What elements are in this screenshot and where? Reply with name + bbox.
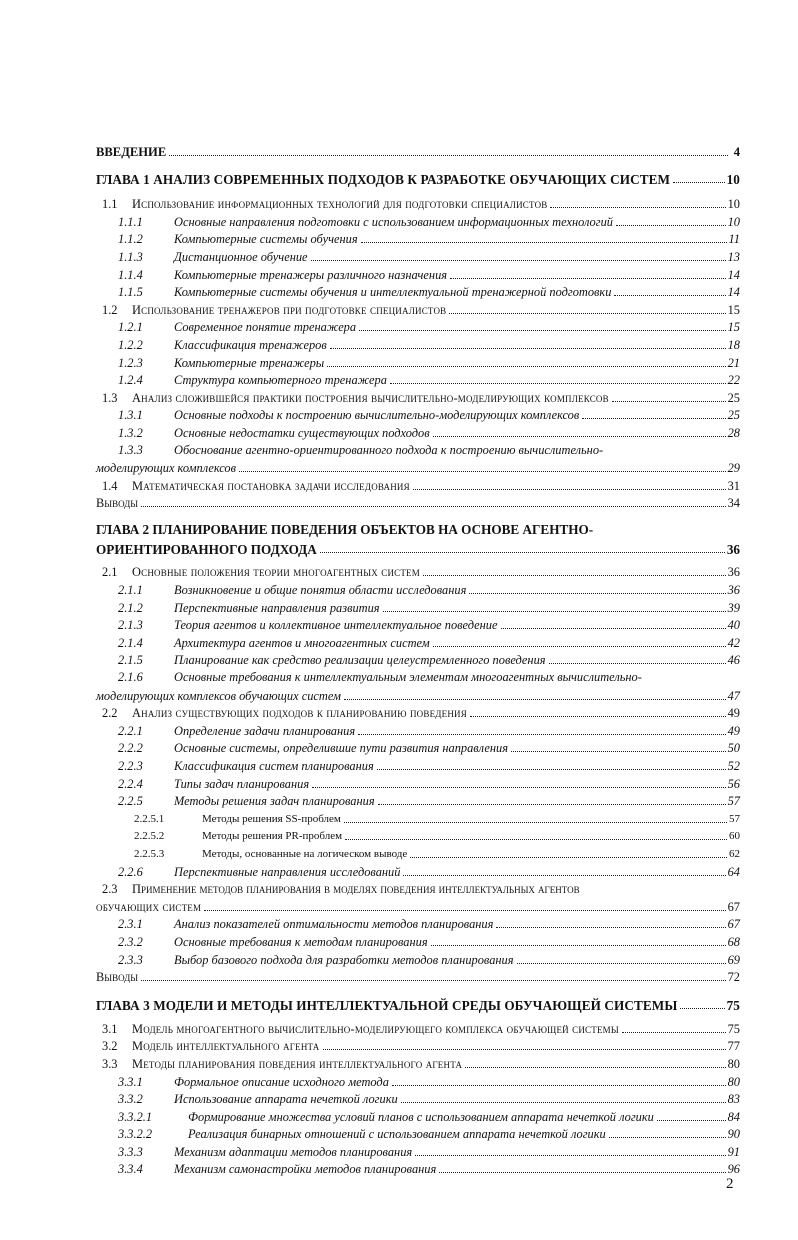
dot-leader xyxy=(361,242,727,243)
toc-entry-number: 2.2 xyxy=(102,706,118,721)
toc-entry-page: 50 xyxy=(727,741,740,756)
toc-entry-number: 1.4 xyxy=(102,478,118,493)
toc-entry-title: Методы решения задач планирования xyxy=(174,794,375,809)
toc-entry-number: 1.1.3 xyxy=(118,249,143,264)
toc-subsection xyxy=(96,774,740,792)
toc-entry-number: 2.1 xyxy=(102,565,118,580)
dot-leader xyxy=(344,822,727,823)
dot-leader xyxy=(390,383,726,384)
toc-entry-page: 29 xyxy=(727,461,740,476)
toc-entry-title: Анализ показателей оптимальности методов планирования xyxy=(174,917,494,932)
toc-entry-page: 75 xyxy=(726,998,740,1014)
toc-entry-page: 96 xyxy=(727,1162,740,1177)
toc-entry-number: 2.1.4 xyxy=(118,635,143,650)
table-of-contents xyxy=(96,142,740,1177)
toc-chapter-title-line1: ГЛАВА 2 ПЛАНИРОВАНИЕ ПОВЕДЕНИЯ ОБЪЕКТОВ НА ОСНОВЕ АГЕНТНО- xyxy=(96,522,594,538)
toc-entry-number: 2.3 xyxy=(102,881,118,896)
dot-leader xyxy=(609,1137,726,1138)
dot-leader xyxy=(433,646,726,647)
toc-section xyxy=(96,1037,740,1055)
toc-subsection xyxy=(96,1090,740,1108)
toc-entry-number: 2.1.6 xyxy=(118,670,143,685)
toc-entry-number: 1.1.4 xyxy=(118,267,143,282)
dot-leader xyxy=(582,418,725,419)
dot-leader xyxy=(383,611,726,612)
toc-subsection xyxy=(96,318,740,336)
toc-subsection-wrapped xyxy=(96,668,740,686)
toc-entry-page: 10 xyxy=(727,197,740,212)
toc-entry-page: 77 xyxy=(727,1039,740,1054)
toc-entry-page: 60 xyxy=(729,830,740,843)
toc-chapter-title: ГЛАВА 1 АНАЛИЗ СОВРЕМЕННЫХ ПОДХОДОВ К РАЗРАБОТКЕ ОБУЧАЮЩИХ СИСТЕМ xyxy=(96,171,671,187)
toc-entry-title: ВВЕДЕНИЕ xyxy=(96,144,167,159)
toc-conclusions xyxy=(96,494,740,512)
dot-leader xyxy=(345,839,727,840)
toc-entry-number: 3.3.2.1 xyxy=(118,1109,153,1124)
toc-subsubsection xyxy=(96,1107,740,1125)
toc-subsection xyxy=(96,633,740,651)
toc-entry-number: 1.3.1 xyxy=(118,408,143,423)
toc-entry-title: Основные недостатки существующих подходов xyxy=(174,425,430,440)
toc-entry-number: 1.1.2 xyxy=(118,232,143,247)
toc-entry-number: 1.3.3 xyxy=(118,442,143,457)
dot-leader xyxy=(311,260,726,261)
toc-entry-title: Перспективные направления исследований xyxy=(174,864,401,879)
toc-subsection xyxy=(96,423,740,441)
toc-entry-title: Выводы xyxy=(96,970,139,985)
toc-subsection xyxy=(96,721,740,739)
toc-entry-page: 14 xyxy=(727,285,740,300)
toc-entry-page: 14 xyxy=(727,267,740,282)
toc-subsection xyxy=(96,915,740,933)
toc-entry-page: 90 xyxy=(727,1127,740,1142)
toc-section xyxy=(96,195,740,213)
dot-leader xyxy=(614,295,725,296)
toc-entry-number: 1.3.2 xyxy=(118,425,143,440)
toc-entry-page: 80 xyxy=(727,1056,740,1071)
toc-entry-title: Дистанционное обучение xyxy=(174,249,308,264)
toc-entry-number: 1.2.1 xyxy=(118,320,143,335)
toc-entry-title: Выбор базового подхода для разработки методов планирования xyxy=(174,952,514,967)
toc-entry-number: 2.1.2 xyxy=(118,600,143,615)
toc-subsection xyxy=(96,406,740,424)
toc-entry-title: Формальное описание исходного метода xyxy=(174,1074,389,1089)
toc-subsection xyxy=(96,651,740,669)
dot-leader xyxy=(377,769,726,770)
toc-subsection xyxy=(96,1160,740,1178)
dot-leader xyxy=(469,593,725,594)
toc-entry-page: 34 xyxy=(727,496,740,511)
toc-entry-title: Основные требования к методам планирования xyxy=(174,934,428,949)
toc-entry-title: Методы решения PR-проблем xyxy=(202,830,343,843)
dot-leader xyxy=(673,182,725,183)
toc-entry-number: 2.2.5.3 xyxy=(134,847,165,860)
toc-entry-page: 36 xyxy=(727,565,740,580)
toc-entry-title-line2: моделирующих комплексов обучающих систем xyxy=(96,688,341,703)
dot-leader xyxy=(496,927,725,928)
toc-subsection xyxy=(96,739,740,757)
dot-leader xyxy=(433,436,726,437)
toc-section xyxy=(96,704,740,722)
toc-entry-number: 3.3 xyxy=(102,1056,118,1071)
toc-entry-title: Анализ сложившейся практики построения вычислительно-моделирующих комплексов xyxy=(132,390,609,405)
toc-section-wrapped xyxy=(96,880,740,898)
dot-leader xyxy=(323,1049,726,1050)
toc-entry-title: Модель многоагентного вычислительно-моделирующего комплекса обучающей системы xyxy=(132,1021,619,1036)
toc-entry-page: 10 xyxy=(726,171,740,187)
dot-leader xyxy=(550,207,725,208)
toc-entry-page: 15 xyxy=(727,320,740,335)
toc-entry-page: 31 xyxy=(727,478,740,493)
toc-entry-number: 1.1.1 xyxy=(118,214,143,229)
dot-leader xyxy=(415,1155,725,1156)
toc-subsection xyxy=(96,335,740,353)
toc-entry-number: 1.1 xyxy=(102,197,118,212)
toc-entry-page: 22 xyxy=(727,373,740,388)
toc-chapter-title-line2: ОРИЕНТИРОВАННОГО ПОДХОДА xyxy=(96,541,317,557)
page-number: 2 xyxy=(726,1176,734,1192)
dot-leader xyxy=(358,734,726,735)
toc-subsection xyxy=(96,580,740,598)
toc-section xyxy=(96,1019,740,1037)
toc-entry-title: Классификация систем планирования xyxy=(174,759,374,773)
toc-entry-page: 52 xyxy=(727,759,740,773)
toc-entry-page: 69 xyxy=(727,952,740,967)
toc-entry-number: 2.1.5 xyxy=(118,653,143,668)
toc-entry-title: Использование информационных технологий для подготовки специалистов xyxy=(132,197,548,212)
toc-entry-page: 62 xyxy=(729,847,740,860)
toc-entry-number: 3.1 xyxy=(102,1021,118,1036)
toc-subsection xyxy=(96,1072,740,1090)
toc-entry-page: 28 xyxy=(727,425,740,440)
toc-entry-number: 2.3.1 xyxy=(118,917,143,932)
toc-subsection xyxy=(96,598,740,616)
toc-entry-title: Модель интеллектуального агента xyxy=(132,1039,320,1054)
dot-leader xyxy=(501,628,726,629)
toc-entry-number: 2.2.5.1 xyxy=(134,812,165,825)
dot-leader xyxy=(401,1102,726,1103)
toc-entry-title: Структура компьютерного тренажера xyxy=(174,373,387,388)
toc-subsubsection xyxy=(96,844,740,862)
dot-leader xyxy=(141,980,725,981)
toc-entry-page: 67 xyxy=(727,917,740,932)
toc-subsection xyxy=(96,265,740,283)
toc-intro xyxy=(96,142,740,160)
dot-leader xyxy=(622,1032,726,1033)
toc-entry-page: 47 xyxy=(727,688,740,703)
toc-entry-title-line1: Основные требования к интеллектуальным элементам многоагентных вычислительно- xyxy=(174,670,642,685)
toc-entry-title: Математическая постановка задачи исследования xyxy=(132,478,410,493)
toc-entry-page: 39 xyxy=(727,600,740,615)
toc-entry-title: Методы решения SS-проблем xyxy=(202,812,341,825)
dot-leader xyxy=(431,945,726,946)
toc-entry-number: 1.2 xyxy=(102,302,118,317)
toc-entry-page: 4 xyxy=(733,144,740,159)
toc-entry-number: 1.1.5 xyxy=(118,285,143,300)
toc-entry-title: Формирование множества условий планов с использованием аппарата нечеткой логики xyxy=(188,1109,654,1124)
dot-leader xyxy=(330,348,726,349)
toc-entry-page: 42 xyxy=(727,635,740,650)
toc-entry-title: Основные направления подготовки с использованием информационных технологий xyxy=(174,214,613,229)
toc-chapter-2-line1 xyxy=(96,521,740,539)
toc-entry-number: 2.3.3 xyxy=(118,952,143,967)
toc-subsection xyxy=(96,862,740,880)
toc-entry-number: 3.3.3 xyxy=(118,1144,143,1159)
toc-entry-title-line2: обучающих систем xyxy=(96,899,202,914)
dot-leader xyxy=(470,716,726,717)
dot-leader xyxy=(378,804,726,805)
toc-entry-number: 2.2.6 xyxy=(118,864,143,879)
toc-subsection xyxy=(96,283,740,301)
toc-entry-page: 18 xyxy=(727,337,740,352)
toc-entry-title: Механизм самонастройки методов планирования xyxy=(174,1162,437,1177)
toc-entry-page: 49 xyxy=(727,706,740,721)
toc-entry-title: Основные системы, определившие пути развития направления xyxy=(174,741,508,756)
toc-entry-title: Современное понятие тренажера xyxy=(174,320,357,335)
toc-entry-title-line2: моделирующих комплексов xyxy=(96,461,237,476)
dot-leader xyxy=(549,663,726,664)
toc-entry-number: 1.3 xyxy=(102,390,118,405)
toc-entry-title: Теория агентов и коллективное интеллектуальное поведение xyxy=(174,618,498,633)
toc-entry-page: 49 xyxy=(727,723,740,738)
toc-entry-number: 1.2.4 xyxy=(118,373,143,388)
toc-entry-page: 36 xyxy=(727,583,740,598)
toc-chapter-title: ГЛАВА 3 МОДЕЛИ И МЕТОДЫ ИНТЕЛЛЕКТУАЛЬНОЙ СРЕДЫ ОБУЧАЮЩЕЙ СИСТЕМЫ xyxy=(96,998,678,1014)
dot-leader xyxy=(517,963,726,964)
dot-leader xyxy=(612,401,726,402)
toc-section xyxy=(96,388,740,406)
toc-entry-title: Реализация бинарных отношений с использованием аппарата нечеткой логики xyxy=(188,1127,606,1142)
toc-entry-title: Классификация тренажеров xyxy=(174,337,327,352)
toc-entry-page: 91 xyxy=(727,1144,740,1159)
toc-entry-page: 67 xyxy=(727,899,740,914)
toc-entry-page: 57 xyxy=(727,794,740,809)
toc-section-continued xyxy=(96,897,740,915)
toc-subsection xyxy=(96,212,740,230)
toc-subsection xyxy=(96,792,740,810)
dot-leader xyxy=(141,506,725,507)
toc-entry-number: 2.2.3 xyxy=(118,759,143,773)
dot-leader xyxy=(359,330,726,331)
toc-entry-title: Компьютерные системы обучения и интеллектуальной тренажерной подготовки xyxy=(174,285,612,300)
toc-entry-page: 15 xyxy=(727,302,740,317)
toc-entry-title-line1: Обоснование агентно-ориентированного подхода к построению вычислительно- xyxy=(174,442,604,457)
toc-subsubsection xyxy=(96,1125,740,1143)
toc-entry-number: 1.2.3 xyxy=(118,355,143,370)
toc-conclusions xyxy=(96,968,740,986)
toc-subsection xyxy=(96,247,740,265)
toc-subsection xyxy=(96,230,740,248)
toc-section xyxy=(96,563,740,581)
toc-subsubsection xyxy=(96,809,740,827)
toc-subsubsection xyxy=(96,827,740,845)
toc-entry-number: 3.3.2.2 xyxy=(118,1127,153,1142)
toc-entry-title: Архитектура агентов и многоагентных систем xyxy=(174,635,430,650)
dot-leader xyxy=(320,552,725,553)
toc-entry-number: 2.3.2 xyxy=(118,934,143,949)
toc-entry-title-line1: Применение методов планирования в моделях поведения интеллектуальных агентов xyxy=(132,881,580,896)
toc-entry-title: Перспективные направления развития xyxy=(174,600,380,615)
toc-subsection xyxy=(96,353,740,371)
dot-leader xyxy=(680,1008,724,1009)
toc-entry-number: 2.1.3 xyxy=(118,618,143,633)
toc-entry-title: Использование аппарата нечеткой логики xyxy=(174,1092,398,1107)
toc-entry-title: Планирование как средство реализации целеустремленного поведения xyxy=(174,653,546,668)
dot-leader xyxy=(449,313,725,314)
toc-entry-title: Выводы xyxy=(96,496,139,511)
toc-subsection xyxy=(96,950,740,968)
toc-entry-title: Компьютерные тренажеры различного назначения xyxy=(174,267,448,282)
toc-entry-title: Методы планирования поведения интеллектуального агента xyxy=(132,1056,463,1071)
toc-entry-number: 3.3.1 xyxy=(118,1074,143,1089)
toc-entry-title: Основные положения теории многоагентных систем xyxy=(132,565,420,580)
toc-entry-title: Возникновение и общие понятия области исследования xyxy=(174,583,467,598)
toc-entry-page: 25 xyxy=(727,390,740,405)
toc-entry-page: 56 xyxy=(727,776,740,791)
dot-leader xyxy=(423,575,726,576)
toc-section xyxy=(96,300,740,318)
dot-leader xyxy=(511,751,726,752)
toc-entry-title: Компьютерные тренажеры xyxy=(174,355,325,370)
toc-entry-page: 21 xyxy=(727,355,740,370)
toc-entry-title: Механизм адаптации методов планирования xyxy=(174,1144,413,1159)
toc-entry-page: 36 xyxy=(726,541,740,557)
toc-entry-number: 2.2.5.2 xyxy=(134,830,165,843)
toc-entry-number: 2.2.2 xyxy=(118,741,143,756)
toc-entry-number: 1.2.2 xyxy=(118,337,143,352)
dot-leader xyxy=(465,1067,725,1068)
toc-entry-page: 84 xyxy=(727,1109,740,1124)
toc-section xyxy=(96,476,740,494)
toc-entry-page: 40 xyxy=(727,618,740,633)
toc-entry-title: Типы задач планирования xyxy=(174,776,310,791)
toc-entry-title: Определение задачи планирования xyxy=(174,723,356,738)
dot-leader xyxy=(239,471,726,472)
toc-chapter-3 xyxy=(96,991,740,1013)
toc-entry-page: 83 xyxy=(727,1092,740,1107)
toc-entry-number: 3.3.4 xyxy=(118,1162,143,1177)
toc-entry-title: Анализ существующих подходов к планированию поведения xyxy=(132,706,467,721)
toc-entry-number: 3.2 xyxy=(102,1039,118,1054)
toc-subsection-wrapped xyxy=(96,441,740,459)
toc-entry-page: 10 xyxy=(727,214,740,229)
toc-subsection-continued xyxy=(96,686,740,704)
dot-leader xyxy=(413,489,726,490)
toc-entry-page: 57 xyxy=(729,812,740,825)
dot-leader xyxy=(616,225,726,226)
dot-leader xyxy=(439,1172,725,1173)
toc-entry-number: 2.2.4 xyxy=(118,776,143,791)
dot-leader xyxy=(392,1085,726,1086)
dot-leader xyxy=(657,1120,726,1121)
toc-entry-page: 46 xyxy=(727,653,740,668)
toc-section xyxy=(96,1054,740,1072)
toc-entry-page: 72 xyxy=(727,970,740,985)
toc-chapter-1 xyxy=(96,167,740,187)
toc-entry-page: 80 xyxy=(727,1074,740,1089)
dot-leader xyxy=(204,910,725,911)
toc-entry-page: 64 xyxy=(727,864,740,879)
toc-entry-number: 2.2.5 xyxy=(118,794,143,809)
toc-entry-page: 68 xyxy=(727,934,740,949)
toc-entry-number: 3.3.2 xyxy=(118,1092,143,1107)
toc-subsection xyxy=(96,371,740,389)
toc-subsection xyxy=(96,932,740,950)
toc-entry-title: Использование тренажеров при подготовке специалистов xyxy=(132,302,447,317)
toc-subsection xyxy=(96,616,740,634)
toc-entry-title: Основные подходы к построению вычислительно-моделирующих комплексов xyxy=(174,408,580,423)
dot-leader xyxy=(410,857,727,858)
toc-chapter-2 xyxy=(96,539,740,557)
toc-entry-number: 2.2.1 xyxy=(118,723,143,738)
dot-leader xyxy=(312,787,726,788)
toc-entry-page: 13 xyxy=(727,249,740,264)
toc-entry-page: 75 xyxy=(727,1021,740,1036)
toc-subsection xyxy=(96,756,740,774)
dot-leader xyxy=(403,875,725,876)
toc-entry-page: 25 xyxy=(727,408,740,423)
toc-entry-title: Методы, основанные на логическом выводе xyxy=(202,847,408,860)
toc-entry-page: 11 xyxy=(728,232,740,247)
toc-entry-number: 2.1.1 xyxy=(118,583,143,598)
dot-leader xyxy=(327,366,725,367)
toc-subsection-continued xyxy=(96,459,740,477)
dot-leader xyxy=(169,155,728,156)
toc-entry-title: Компьютерные системы обучения xyxy=(174,232,358,247)
dot-leader xyxy=(450,278,726,279)
toc-subsection xyxy=(96,1142,740,1160)
dot-leader xyxy=(344,699,726,700)
